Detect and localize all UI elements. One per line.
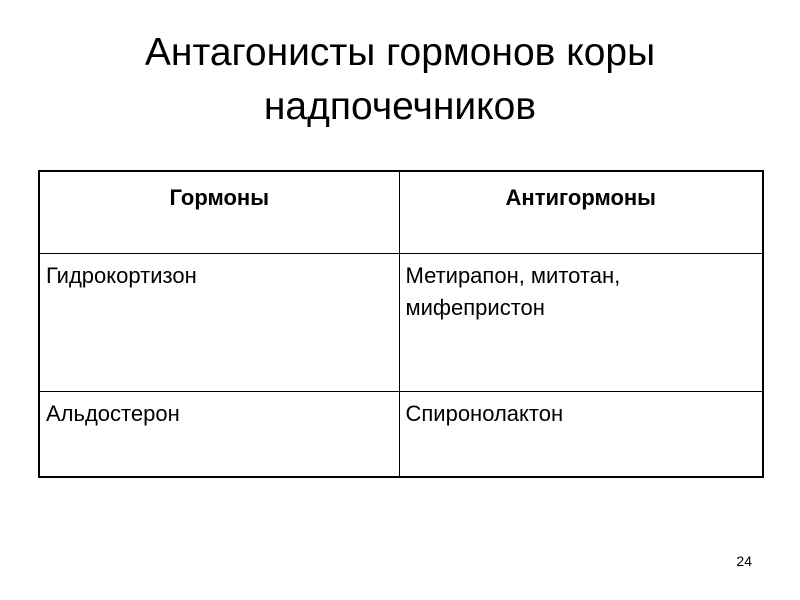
page-number: 24 (736, 553, 752, 569)
column-header-hormones: Гормоны (39, 171, 399, 253)
table-cell-antihormone: Спиронолактон (399, 391, 763, 477)
hormone-table-container (38, 170, 762, 476)
table-cell-antihormone: Метирапон, митотан, мифепристон (399, 253, 763, 391)
hormone-antagonists-table (38, 170, 764, 478)
table-cell-hormone: Альдостерон (39, 391, 399, 477)
column-header-antihormones: Антигормоны (399, 171, 763, 253)
slide-title-line-2: надпочечников (263, 85, 537, 128)
table-row (39, 391, 763, 477)
table-row (39, 253, 763, 391)
slide-title-line-1: Антагонисты гормонов коры (144, 31, 656, 74)
table-header-row (39, 171, 763, 253)
table-cell-hormone: Гидрокортизон (39, 253, 399, 391)
slide-title (0, 26, 800, 134)
